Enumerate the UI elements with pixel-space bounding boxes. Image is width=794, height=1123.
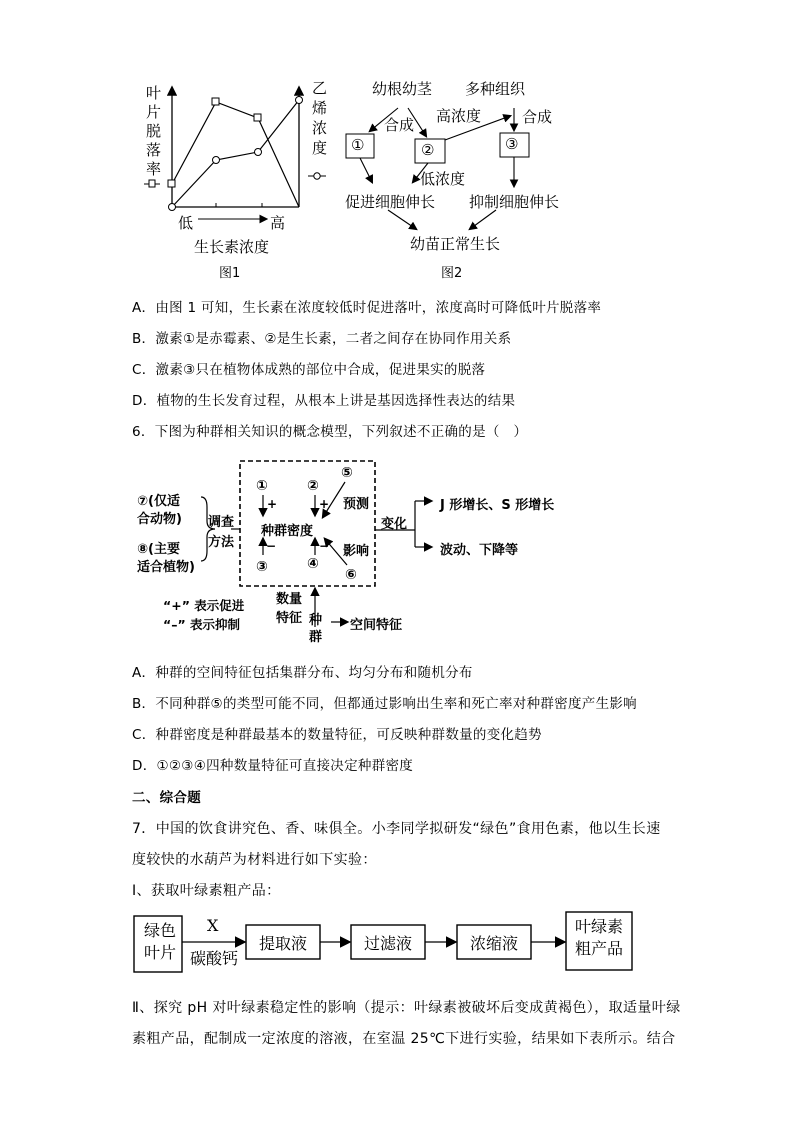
pop-c1: ① bbox=[256, 478, 268, 494]
q6-option-b: B．不同种群⑤的类型可能不同，但都通过影响出生率和死亡率对种群密度产生影响 bbox=[132, 696, 637, 712]
fig1-x-label: 生长素浓度 bbox=[194, 238, 270, 256]
pop-plus-1: + bbox=[267, 497, 278, 511]
pop-c3: ③ bbox=[256, 559, 268, 575]
fig1-y-right-label: 乙 烯 浓 度 bbox=[312, 79, 328, 157]
fig1-x-low: 低 bbox=[178, 214, 194, 232]
q6-option-d: D．①②③④四种数量特征可直接决定种群密度 bbox=[132, 758, 414, 774]
pop-survey: 调查 方法 bbox=[208, 515, 235, 550]
q5-option-a: A．由图 1 可知，生长素在浓度较低时促进落叶，浓度高时可降低叶片脱落率 bbox=[132, 300, 602, 316]
fig2-synth-2: 合成 bbox=[522, 108, 553, 126]
pop-species: 种 群 bbox=[309, 613, 323, 645]
pop-c5: ⑤ bbox=[341, 465, 353, 481]
fig2-h2: ② bbox=[421, 141, 435, 159]
fig1-circle-marker bbox=[213, 157, 220, 164]
fig2-result: 幼苗正常生长 bbox=[410, 235, 501, 253]
q6-option-c: C．种群密度是种群最基本的数量特征，可反映种群数量的变化趋势 bbox=[132, 727, 542, 743]
pop-influence: 影响 bbox=[343, 544, 370, 559]
flow-product-text: 叶绿素 粗产品 bbox=[574, 917, 623, 958]
fig2-h3: ③ bbox=[505, 135, 519, 153]
pop-c6: ⑥ bbox=[345, 567, 357, 583]
fig1-circle-marker bbox=[169, 204, 176, 211]
pop-legend: “+” 表示促进 “–” 表示抑制 bbox=[163, 598, 245, 632]
pop-minus-2: − bbox=[319, 539, 330, 553]
q7-part-2-line-2: 素粗产品，配制成一定浓度的溶液，在室温 25℃下进行实验，结果如下表所示。结合 bbox=[132, 1031, 676, 1047]
pop-quant: 数量 特征 bbox=[276, 592, 303, 626]
flow-extract-text: 提取液 bbox=[258, 934, 307, 953]
fig2-caption: 图2 bbox=[441, 266, 463, 281]
fig2-top-right: 多种组织 bbox=[465, 80, 526, 98]
pop-spatial: 空间特征 bbox=[350, 618, 403, 633]
pop-predict: 预测 bbox=[343, 497, 370, 512]
fig1-square-marker bbox=[168, 180, 175, 187]
pop-change: 变化 bbox=[381, 517, 408, 532]
pop-density: 种群密度 bbox=[261, 524, 314, 539]
pop-fluct: 波动、下降等 bbox=[440, 543, 519, 558]
q6-option-a: A．种群的空间特征包括集群分布、均匀分布和随机分布 bbox=[132, 665, 473, 681]
pop-n8: ⑧(主要 适合植物) bbox=[137, 542, 195, 575]
q7-line-1: 7．中国的饮食讲究色、香、味俱全。小李同学拟研发“绿色”食用色素，他以生长速 bbox=[132, 821, 661, 837]
flow-concentrate-text: 浓缩液 bbox=[469, 934, 518, 953]
flow-leaf-text: 绿色 叶片 bbox=[143, 921, 176, 962]
fig1-y-left-label: 叶 片 脱 落 率 bbox=[146, 84, 162, 178]
q7-part-2-line-1: Ⅱ、探究 pH 对叶绿素稳定性的影响（提示：叶绿素被破坏后变成黄褐色），取适量叶绿 bbox=[132, 1000, 681, 1016]
fig1-square-marker bbox=[254, 114, 261, 121]
flow-filtrate-text: 过滤液 bbox=[363, 934, 412, 953]
fig2-inhibit: 抑制细胞伸长 bbox=[469, 193, 560, 211]
q5-option-b: B．激素①是赤霉素、②是生长素，二者之间存在协同作用关系 bbox=[132, 331, 512, 347]
fig2-promote: 促进细胞伸长 bbox=[345, 193, 436, 211]
q5-option-d: D．植物的生长发育过程，从根本上讲是基因选择性表达的结果 bbox=[132, 393, 516, 409]
flow-caco3: 碳酸钙 bbox=[190, 949, 239, 968]
pop-minus-1: − bbox=[266, 539, 277, 553]
fig1-circle-marker bbox=[296, 97, 303, 104]
q5-option-c: C．激素③只在植物体成熟的部位中合成，促进果实的脱落 bbox=[132, 362, 486, 378]
figure-2 bbox=[338, 76, 588, 256]
fig1-x-high: 高 bbox=[270, 214, 286, 232]
q6-stem: 6．下图为种群相关知识的概念模型，下列叙述不正确的是（ ） bbox=[132, 424, 528, 440]
pop-c4: ④ bbox=[307, 556, 319, 572]
fig2-top-left: 幼根幼茎 bbox=[372, 80, 433, 98]
pop-growth: J 形增长、S 形增长 bbox=[440, 498, 555, 513]
q7-line-2: 度较快的水葫芦为材料进行如下实验： bbox=[132, 852, 377, 868]
pop-plus-2: + bbox=[319, 497, 330, 511]
fig1-square-marker bbox=[212, 98, 219, 105]
pop-n7: ⑦(仅适 合动物) bbox=[137, 494, 182, 527]
q7-part-1: I、获取叶绿素粗产品： bbox=[132, 883, 281, 899]
fig2-low-conc: 低浓度 bbox=[420, 170, 466, 188]
fig2-synth-1: 合成 bbox=[384, 116, 415, 134]
flow-x: X bbox=[207, 916, 219, 935]
section-heading: 二、综合题 bbox=[132, 790, 201, 806]
pop-c2: ② bbox=[307, 478, 319, 494]
fig1-caption: 图1 bbox=[219, 266, 241, 281]
fig1-circle-marker bbox=[255, 149, 262, 156]
fig2-high-conc: 高浓度 bbox=[436, 107, 482, 125]
fig2-h1: ① bbox=[351, 136, 365, 154]
